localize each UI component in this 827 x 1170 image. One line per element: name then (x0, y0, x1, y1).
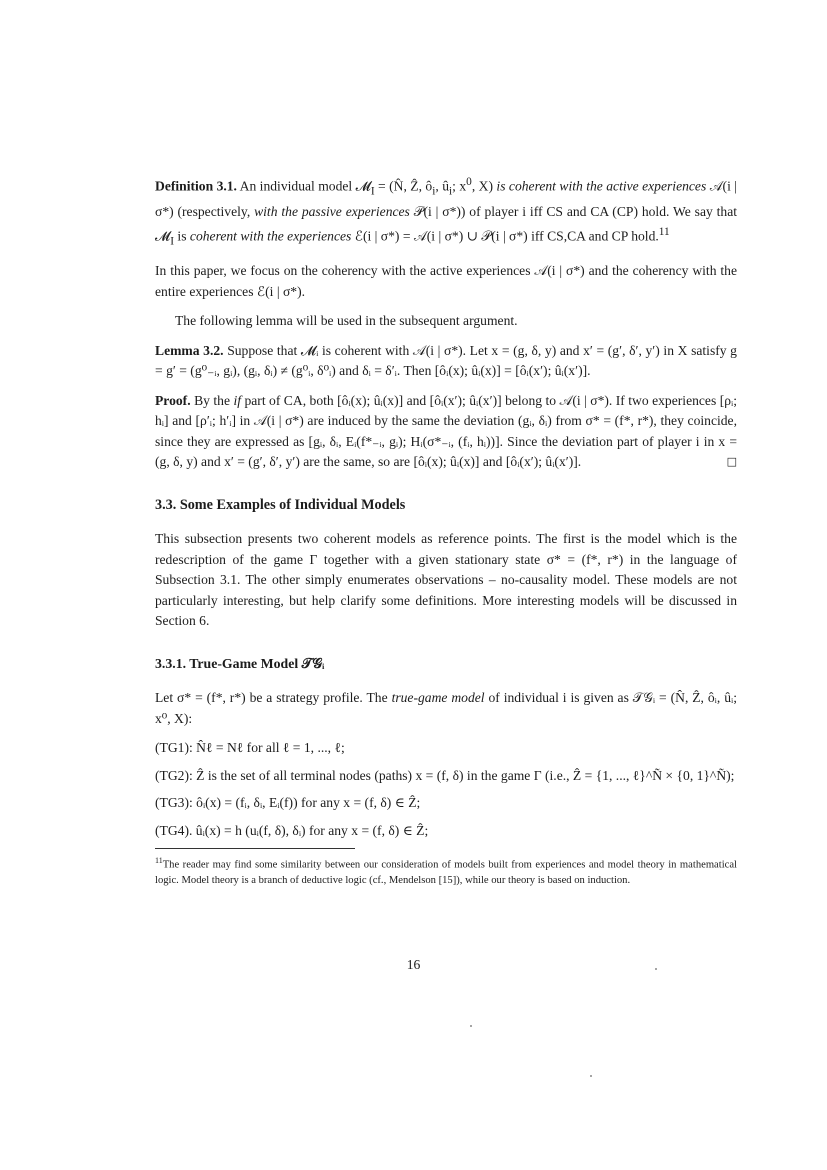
footnote-mark: 11 (658, 226, 670, 239)
section-paragraph: This subsection presents two coherent models as reference points. The first is the model which is the redescription of the game Γ together with a given stationary state σ* = (f*, r*) in the language of Subsection 3.1. The other simply enumerates observations – no-causality model. These models are not particularly interesting, but help clarify some definitions. More interesting models will be discussed in Section 6. (155, 531, 737, 628)
subsection-heading: 3.3.1. True-Game Model 𝒯𝒢ᵢ (155, 655, 325, 671)
tg3-item: (TG3): ôᵢ(x) = (fᵢ, δᵢ, Eᵢ(f)) for any x = (f, δ) ∈ Ẑ; (155, 795, 421, 810)
true-game-intro: Let σ* = (f*, r*) be a strategy profile. The true-game model of individual i is given as 𝒯𝒢ᵢ = (N̂, Ẑ, ôᵢ, ûᵢ; x⁰, X): (155, 690, 737, 726)
tg4-item: (TG4). ûᵢ(x) = h (uᵢ(f, δ), δᵢ) for any x = (f, δ) ∈ Ẑ; (155, 822, 429, 838)
section-heading: 3.3. Some Examples of Individual Models (155, 496, 406, 513)
scan-speck (590, 1075, 592, 1077)
lemma-3-2 (155, 341, 737, 382)
lemma-text: Suppose that 𝓜ᵢ is coherent with 𝒜(i | σ*). Let x = (g, δ, y) and x′ = (g′, δ′, y′) in X satisfy g = g′ = (g⁰₋ᵢ, gᵢ), (gᵢ, δᵢ) ≠ (g⁰ᵢ, δ⁰ᵢ) and δᵢ = δ′ᵢ. Then [ôᵢ(x); ûᵢ(x)] = [ôᵢ(x′); ûᵢ(x′)]. (155, 342, 737, 378)
definition-label: Definition 3.1. (155, 178, 237, 194)
footnote-rule (155, 848, 355, 849)
proof: Proof. By the if part of CA, both [ôᵢ(x); ûᵢ(x)] and [ôᵢ(x′); ûᵢ(x′)] belong to 𝒜(i | σ*). If two experiences [ρᵢ; hᵢ] and [ρ′ᵢ; h′ᵢ] in 𝒜(i | σ*) are induced by the same the deviation (gᵢ, δᵢ) from σ* = (f*, r*), they coincide, since they are expressed as [gᵢ, δᵢ, Eᵢ(f*₋ᵢ, gᵢ); Hᵢ(σ*₋ᵢ, (fᵢ, hᵢ))]. Since the deviation part of player i in x = (g, δ, y) and x′ = (g′, δ′, y′) are the same, so are [ôᵢ(x); ûᵢ(x)] and [ôᵢ(x′); ûᵢ(x′)]. □ (155, 391, 737, 473)
page-body (155, 172, 737, 888)
tg2-item: (TG2): Ẑ is the set of all terminal nodes (paths) x = (f, δ) in the game Γ (i.e., Ẑ = {1, ..., ℓ}^Ñ × {0, 1}^Ñ); (155, 767, 735, 783)
tg1-item: (TG1): N̂ℓ = Nℓ for all ℓ = 1, ..., ℓ; (155, 740, 345, 755)
definition-3-1: Definition 3.1. An individual model 𝓜$_I$ = (N̂, Ẑ, $ô_i$, $û_i$; $x^0$, X) is coherent with the active experiences 𝒜(i | σ*) (respectively, with the passive experiences 𝒫(i | σ*)) of player i iff CS and CA (CP) hold. We say that 𝓜$_I$ is coherent with the experiences ℰ(i | σ*) = 𝒜(i | σ*) ∪ 𝒫(i | σ*) iff CS,CA and CP hold.$^{11}$ (155, 176, 738, 248)
proof-label: Proof. (155, 392, 191, 408)
footnote: $^{11}$The reader may find some similarity between our consideration of models built from experiences and model theory in mathematical logic. Model theory is a branch of deductive logic (cf., Mendelson [15]), while our theory is based on induction. (155, 856, 737, 886)
lemma-label: Lemma 3.2. (155, 342, 224, 358)
scan-speck (470, 1025, 472, 1027)
focus-paragraph: In this paper, we focus on the coherency with the active experiences 𝒜(i | σ*) and the coherency with the entire experiences ℰ(i | σ*). (155, 263, 737, 299)
scan-speck (655, 968, 657, 970)
qed-symbol: □ (726, 455, 737, 468)
page-number: 16 (406, 957, 421, 972)
following-paragraph: The following lemma will be used in the subsequent argument. (175, 313, 518, 328)
